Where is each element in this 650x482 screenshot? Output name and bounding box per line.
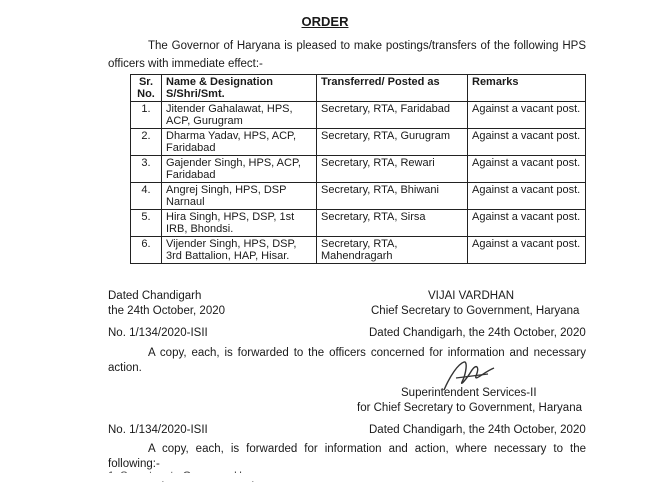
row-sr: 1. <box>131 102 162 129</box>
reference-number: No. 1/134/2020-ISII <box>108 424 208 436</box>
row-remarks: Against a vacant post. <box>468 183 586 210</box>
row-name: Angrej Singh, HPS, DSP Narnaul <box>162 183 317 210</box>
row-post: Secretary, RTA, Rewari <box>317 156 468 183</box>
signatory-name: VIJAI VARDHAN <box>428 290 515 302</box>
row-post: Secretary, RTA, Mahendragarh <box>317 237 468 264</box>
header-posted-as: Transferred/ Posted as <box>317 75 468 102</box>
row-remarks: Against a vacant post. <box>468 129 586 156</box>
dated-line: Dated Chandigarh, the 24th October, 2020 <box>369 424 586 436</box>
row-name: Dharma Yadav, HPS, ACP, Faridabad <box>162 129 317 156</box>
row-sr: 5. <box>131 210 162 237</box>
reference-number: No. 1/134/2020-ISII <box>108 327 208 339</box>
superintendent-title: Superintendent Services-II <box>401 387 537 399</box>
table-row <box>131 183 586 210</box>
table-row <box>131 102 586 129</box>
header-remarks: Remarks <box>468 75 586 102</box>
row-post: Secretary, RTA, Faridabad <box>317 102 468 129</box>
row-name: Jitender Gahalawat, HPS, ACP, Gurugram <box>162 102 317 129</box>
dated-line: Dated Chandigarh, the 24th October, 2020 <box>369 327 586 339</box>
copy-paragraph: A copy, each, is forwarded to the officers concerned for information and necessary action. <box>108 347 586 374</box>
row-remarks: Against a vacant post. <box>468 156 586 183</box>
order-title: ORDER <box>301 14 349 29</box>
page-bottom-edge <box>0 473 650 481</box>
row-post: Secretary, RTA, Gurugram <box>317 129 468 156</box>
row-name: Gajender Singh, HPS, ACP, Faridabad <box>162 156 317 183</box>
superintendent-for: for Chief Secretary to Government, Haryana <box>357 402 582 414</box>
header-sr-no: Sr. No. <box>131 75 162 102</box>
table-row <box>131 156 586 183</box>
row-sr: 3. <box>131 156 162 183</box>
order-intro: The Governor of Haryana is pleased to make postings/transfers of the following HPS officers with immediate effect:- <box>108 40 586 70</box>
row-name: Vijender Singh, HPS, DSP, 3rd Battalion, HAP, Hisar. <box>162 237 317 264</box>
table-row <box>131 237 586 264</box>
row-remarks: Against a vacant post. <box>468 210 586 237</box>
postings-table <box>130 74 586 264</box>
table-header-row <box>131 75 586 102</box>
row-remarks: Against a vacant post. <box>468 102 586 129</box>
row-name: Hira Singh, HPS, DSP, 1st IRB, Bhondsi. <box>162 210 317 237</box>
copy-paragraph: A copy, each, is forwarded for information and action, where necessary to the following:- <box>108 443 586 470</box>
row-sr: 6. <box>131 237 162 264</box>
table-row <box>131 129 586 156</box>
row-post: Secretary, RTA, Bhiwani <box>317 183 468 210</box>
row-sr: 4. <box>131 183 162 210</box>
row-post: Secretary, RTA, Sirsa <box>317 210 468 237</box>
row-remarks: Against a vacant post. <box>468 237 586 264</box>
dated-place: Dated Chandigarh <box>108 290 202 302</box>
row-sr: 2. <box>131 129 162 156</box>
dated-date: the 24th October, 2020 <box>108 305 226 317</box>
table-row <box>131 210 586 237</box>
header-name: Name & Designation S/Shri/Smt. <box>162 75 317 102</box>
signatory-title: Chief Secretary to Government, Haryana <box>371 305 580 317</box>
